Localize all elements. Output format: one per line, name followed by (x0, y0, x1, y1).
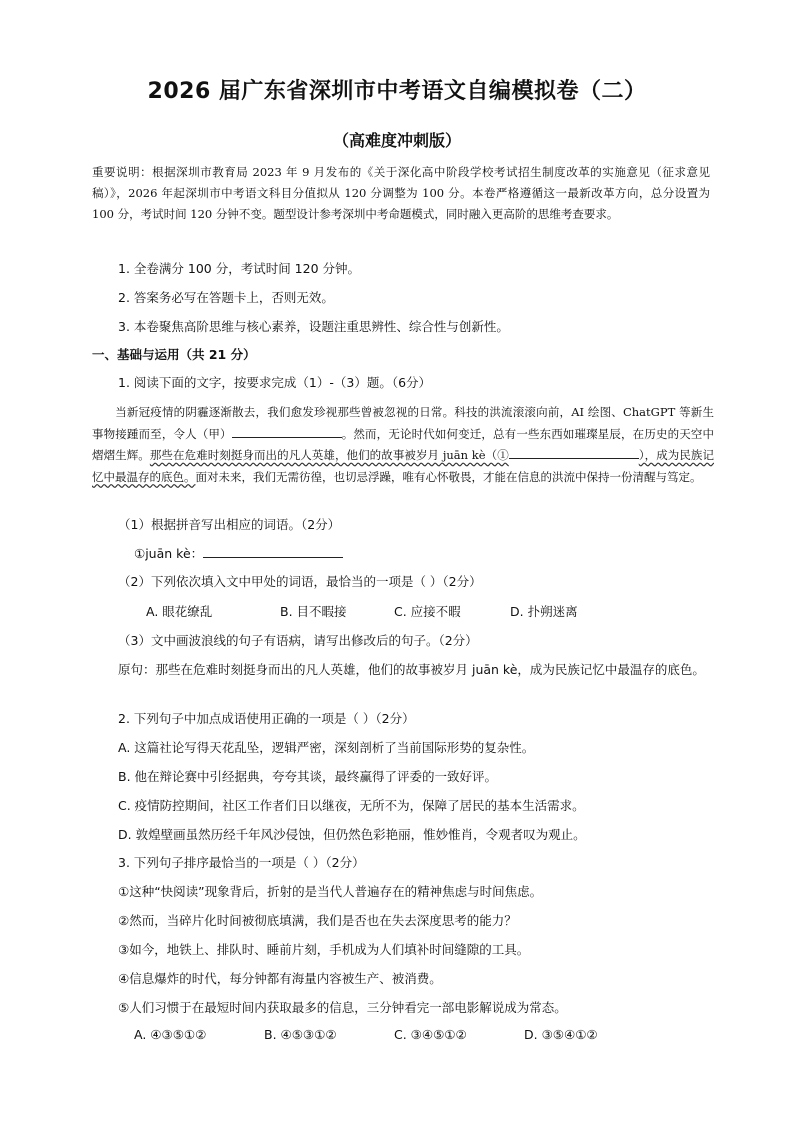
answer-line[interactable] (203, 544, 343, 558)
original-sentence: 原句：那些在危难时刻挺身而出的凡人英雄，他们的故事被岁月 juān kè，成为民族记忆中最温存的底色。 (118, 662, 705, 677)
sentence-1: ①这种“快阅读”现象背后，折射的是当代人普遍存在的精神焦虑与时间焦虑。 (118, 884, 543, 899)
wavy-sentence-text: 那些在危难时刻挺身而出的凡人英雄，他们的故事被岁月 juān kè（① (149, 448, 509, 462)
passage-part-b: 。然而，无论时代如何变迁，总有一些东西如璀璨星辰，在历史的天空中熠熠生辉。 (92, 426, 715, 462)
section-heading: 一、基础与运用（共 21 分） (92, 347, 256, 362)
blank-jia[interactable] (232, 425, 342, 438)
sub-question-1-item (134, 544, 343, 564)
sentence-5: ⑤人们习惯于在最短时间内获取最多的信息，三分钟看完一部电影解说成为常态。 (118, 1000, 567, 1015)
sub-question-1: （1）根据拼音写出相应的词语。（2分） (118, 517, 341, 532)
question-1-prompt: 1. 阅读下面的文字，按要求完成（1）-（3）题。（6分） (118, 375, 432, 390)
rule-3: 3. 本卷聚焦高阶思维与核心素养，设题注重思辨性、综合性与创新性。 (118, 319, 509, 334)
sub-question-2: （2）下列依次填入文中甲处的词语，最恰当的一项是（ ）（2分） (118, 574, 482, 589)
option-b[interactable]: B. 目不暇接 (280, 604, 347, 619)
rule-1: 1. 全卷满分 100 分，考试时间 120 分钟。 (118, 261, 361, 276)
q2-option-d[interactable]: D. 敦煌壁画虽然历经千年风沙侵蚀，但仍然色彩艳丽，惟妙惟肖，令观者叹为观止。 (118, 827, 586, 842)
q3-option-d[interactable]: D. ③⑤④①② (524, 1027, 598, 1042)
blank-1[interactable] (509, 446, 639, 459)
sentence-3: ③如今，地铁上、排队时、睡前片刻，手机成为人们填补时间缝隙的工具。 (118, 942, 530, 957)
page-subtitle: （高难度冲刺版） (332, 131, 461, 150)
question-3-prompt: 3. 下列句子排序最恰当的一项是（ ）（2分） (118, 855, 365, 870)
passage-part-c: 面对未来，我们无需彷徨，也切忌浮躁，唯有心怀敬畏，才能在信息的洪流中保持一份清醒与笃定。 (195, 469, 702, 484)
q3-option-b[interactable]: B. ④⑤③①② (264, 1027, 337, 1042)
pinyin-label: ①juān kè： (134, 546, 204, 561)
reading-passage (92, 402, 714, 488)
passage-part-a: 当新冠疫情的阴霾逐渐散去，我们愈发珍视那些曾被忽视的日常。科技的洪流滚滚向前，AI 绘图、ChatGPT 等新生事物接踵而至，令人（甲） (92, 405, 714, 441)
wavy-sentence-end: ），成为民族记忆中最温存的底色。 (92, 448, 715, 484)
q2-option-b[interactable]: B. 他在辩论赛中引经据典，夸夸其谈，最终赢得了评委的一致好评。 (118, 769, 498, 784)
page-title: 2026 届广东省深圳市中考语文自编模拟卷（二） (147, 79, 647, 104)
q2-option-c[interactable]: C. 疫情防控期间，社区工作者们日以继夜，无所不为，保障了居民的基本生活需求。 (118, 798, 585, 813)
important-notice: 重要说明：根据深圳市教育局 2023 年 9 月发布的《关于深化高中阶段学校考试招生制度改革的实施意见（征求意见稿）》，2026 年起深圳市中考语文科目分值拟从 120 分调整为 100 分。本卷严格遵循这一最新改革方向，总分设置为 100 分，考试时间 120 分钟不变。题型设计参考深圳中考命题模式，同时融入更高阶的思维考查要求。 (92, 165, 710, 221)
option-a[interactable]: A. 眼花缭乱 (146, 604, 213, 619)
option-c[interactable]: C. 应接不暇 (394, 604, 461, 619)
q3-option-a[interactable]: A. ④③⑤①② (134, 1027, 207, 1042)
sentence-4: ④信息爆炸的时代，每分钟都有海量内容被生产、被消费。 (118, 971, 442, 986)
rule-2: 2. 答案务必写在答题卡上，否则无效。 (118, 290, 334, 305)
sentence-2: ②然而，当碎片化时间被彻底填满，我们是否也在失去深度思考的能力？ (118, 913, 517, 928)
option-d[interactable]: D. 扑朔迷离 (510, 604, 578, 619)
q2-option-a[interactable]: A. 这篇社论写得天花乱坠，逻辑严密，深刻剖析了当前国际形势的复杂性。 (118, 740, 535, 755)
sub-question-3: （3）文中画波浪线的句子有语病，请写出修改后的句子。（2分） (118, 633, 478, 648)
question-2-prompt: 2. 下列句子中加点成语使用正确的一项是（ ）（2分） (118, 711, 415, 726)
q3-option-c[interactable]: C. ③④⑤①② (394, 1027, 467, 1042)
